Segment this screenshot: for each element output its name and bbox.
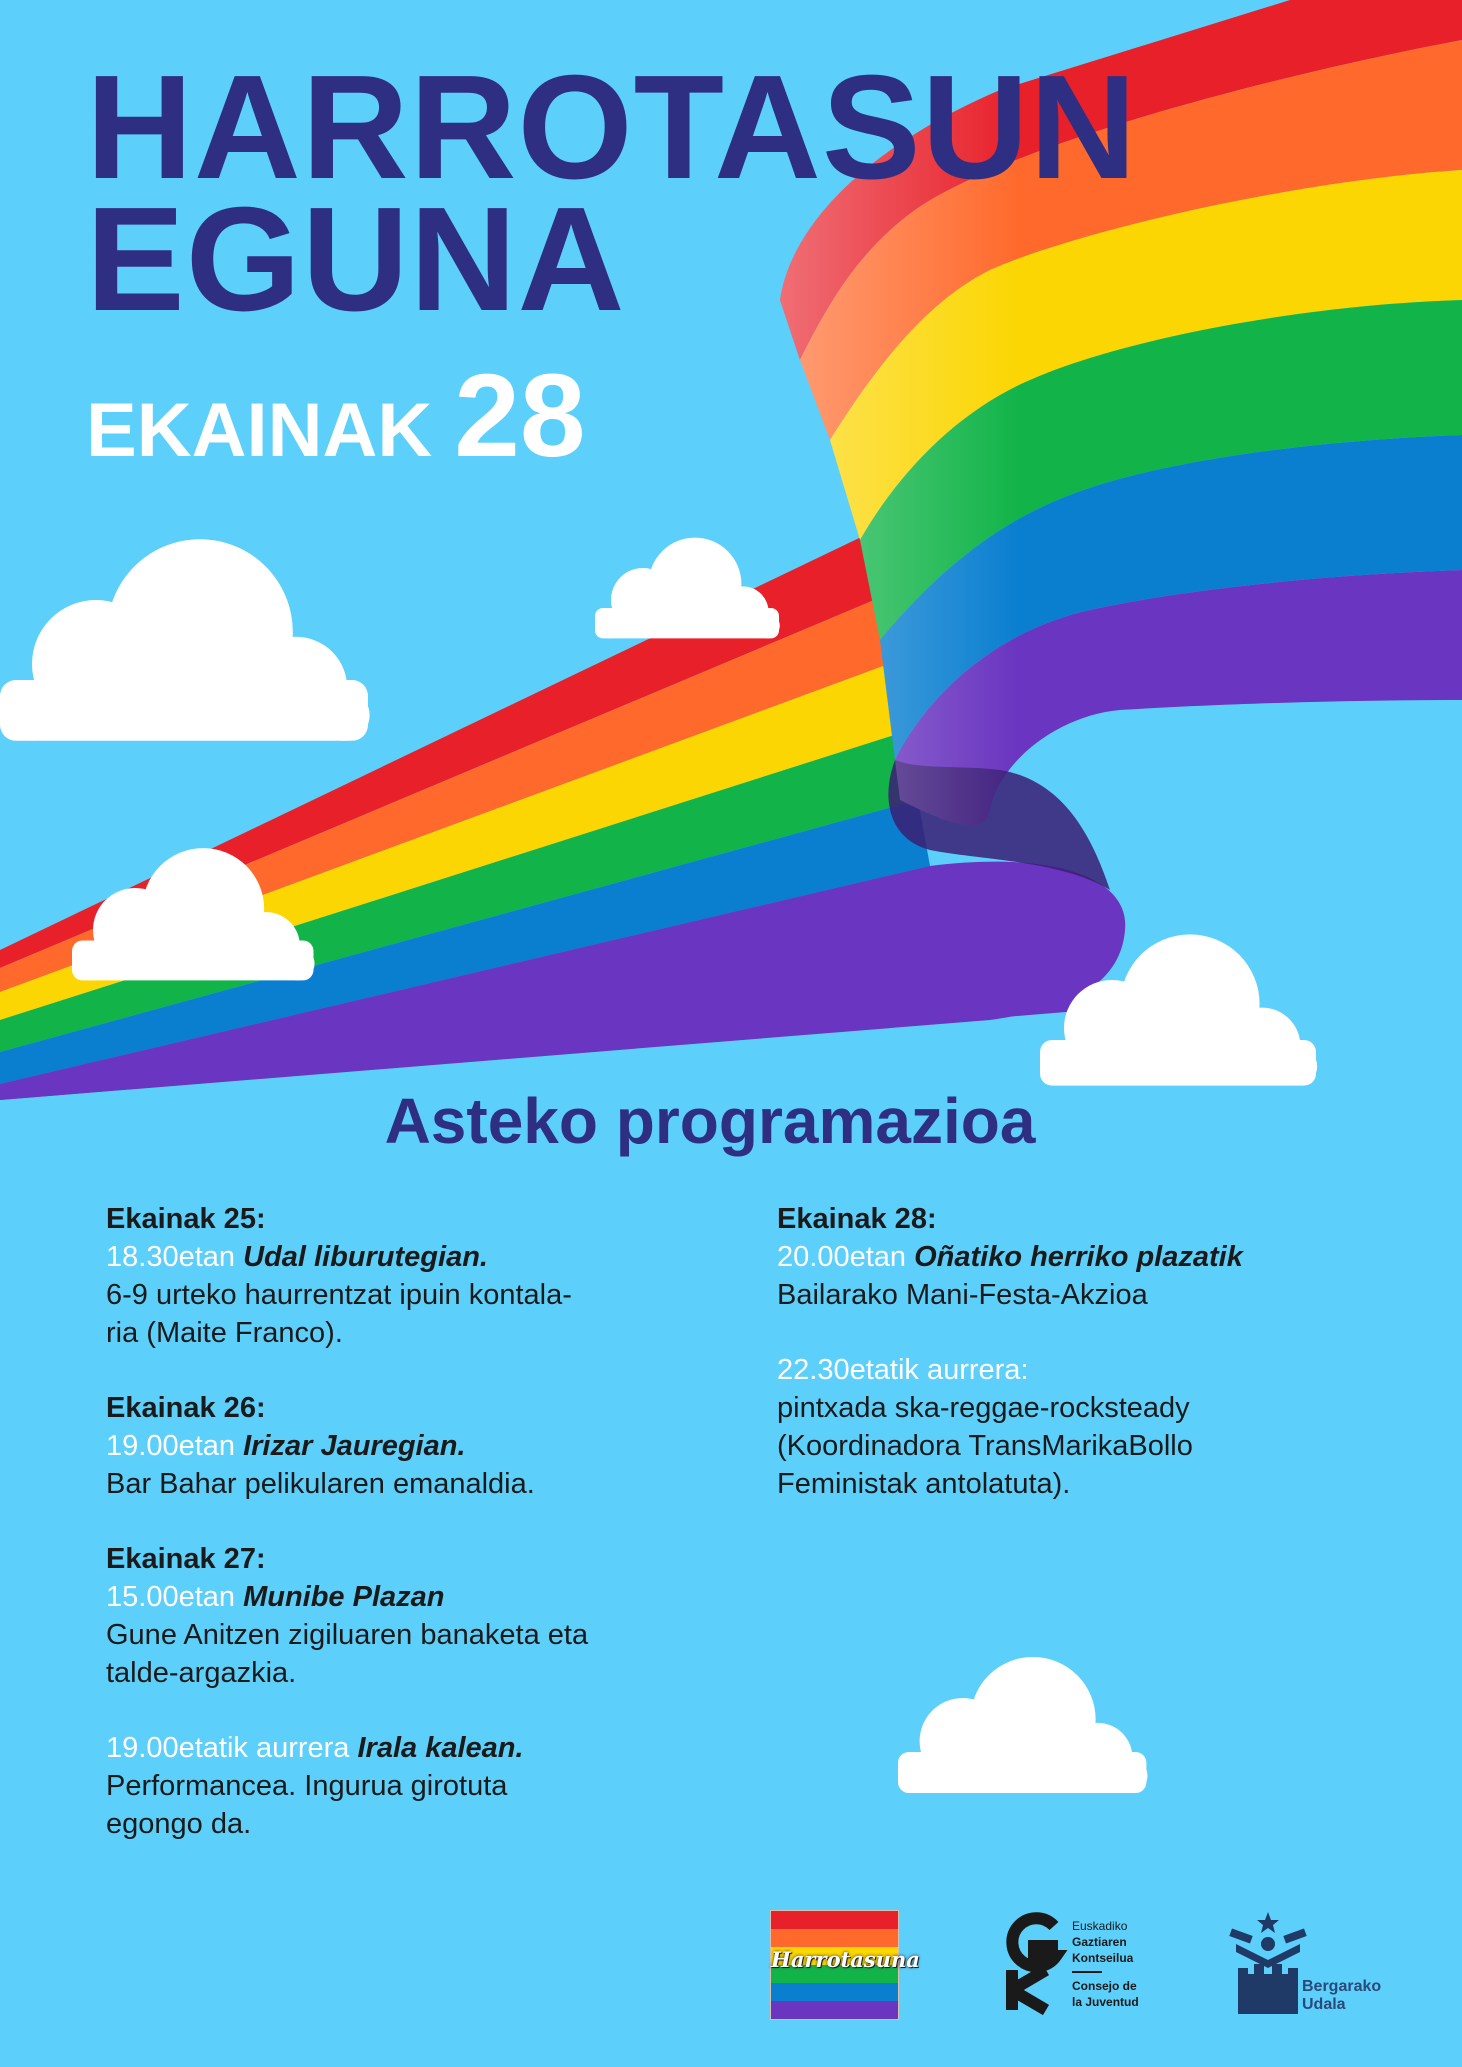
event-description: Gune Anitzen zigiluaren banaketa eta	[106, 1619, 589, 1651]
event-description: (Koordinadora TransMarikaBollo	[777, 1430, 1193, 1462]
event-time: 22.30etatik aurrera:	[777, 1354, 1029, 1386]
program-event	[106, 1540, 736, 1692]
gazteriaren-kontseilua-logo	[1000, 1912, 1160, 2017]
title-line-2: EGUNA	[86, 177, 626, 342]
event-description: 6-9 urteko haurrentzat ipuin kontala-	[106, 1279, 572, 1311]
date-day: 28	[454, 350, 586, 482]
event-time: 18.30etan	[106, 1241, 236, 1273]
event-description: talde-argazkia.	[106, 1657, 297, 1689]
gk-text-line: Euskadiko	[1072, 1919, 1128, 1933]
event-day: Ekainak 27:	[106, 1543, 266, 1575]
program-event	[106, 1729, 736, 1843]
event-day: Ekainak 26:	[106, 1392, 266, 1424]
gk-divider	[1072, 1971, 1102, 1973]
event-description: pintxada ska-reggae-rocksteady	[777, 1392, 1190, 1424]
cloud	[898, 1657, 1147, 1793]
date-month: EKAINAK	[86, 388, 433, 473]
gk-text-line: Kontseilua	[1072, 1951, 1134, 1965]
event-time: 19.00etatik aurrera	[106, 1732, 350, 1764]
event-description: Bailarako Mani-Festa-Akzioa	[777, 1279, 1148, 1311]
event-description: Feministak antolatuta).	[777, 1468, 1071, 1500]
gk-mark-icon	[1000, 1912, 1064, 2012]
cloud	[595, 538, 780, 639]
event-description: ria (Maite Franco).	[106, 1317, 343, 1349]
program-event	[777, 1351, 1377, 1503]
harrotasuna-logo-text: Harrotasuna	[771, 1947, 920, 1972]
page-title	[86, 45, 1138, 342]
gk-text-line: la Juventud	[1072, 1995, 1139, 2009]
event-day: Ekainak 25:	[106, 1203, 266, 1235]
event-time: 19.00etan	[106, 1430, 236, 1462]
event-place: Udal liburutegian.	[243, 1241, 488, 1273]
event-description: Bar Bahar pelikularen emanaldia.	[106, 1468, 535, 1500]
gk-text-line: Consejo de	[1072, 1979, 1137, 1993]
bergarako-udala-logo	[1228, 1910, 1398, 2016]
title-line-1: HARROTASUN	[86, 45, 1138, 210]
program-event	[777, 1200, 1377, 1314]
event-description: Performancea. Ingurua girotuta	[106, 1770, 508, 1802]
bergara-text-line: Bergarako	[1302, 1978, 1382, 1995]
bergara-text-line: Udala	[1302, 1996, 1346, 2013]
program-column-right	[777, 1200, 1377, 1540]
event-place: Irala kalean.	[357, 1732, 524, 1764]
program-event	[106, 1389, 736, 1503]
event-description: egongo da.	[106, 1808, 252, 1840]
bergara-coat-of-arms-icon	[1228, 1910, 1308, 2016]
harrotasuna-logo	[770, 1910, 920, 2020]
event-date	[86, 348, 586, 484]
event-place: Oñatiko herriko plazatik	[914, 1241, 1243, 1273]
cloud	[0, 539, 370, 741]
event-time: 15.00etan	[106, 1581, 236, 1613]
event-day: Ekainak 28:	[777, 1203, 937, 1235]
event-place: Irizar Jauregian.	[243, 1430, 466, 1462]
event-time: 20.00etan	[777, 1241, 907, 1273]
program-event	[106, 1200, 736, 1352]
program-column-left	[106, 1200, 736, 1880]
event-place: Munibe Plazan	[243, 1581, 445, 1613]
gk-text-line: Gaztiaren	[1072, 1935, 1127, 1949]
program-heading: Asteko programazioa	[384, 1085, 1036, 1157]
